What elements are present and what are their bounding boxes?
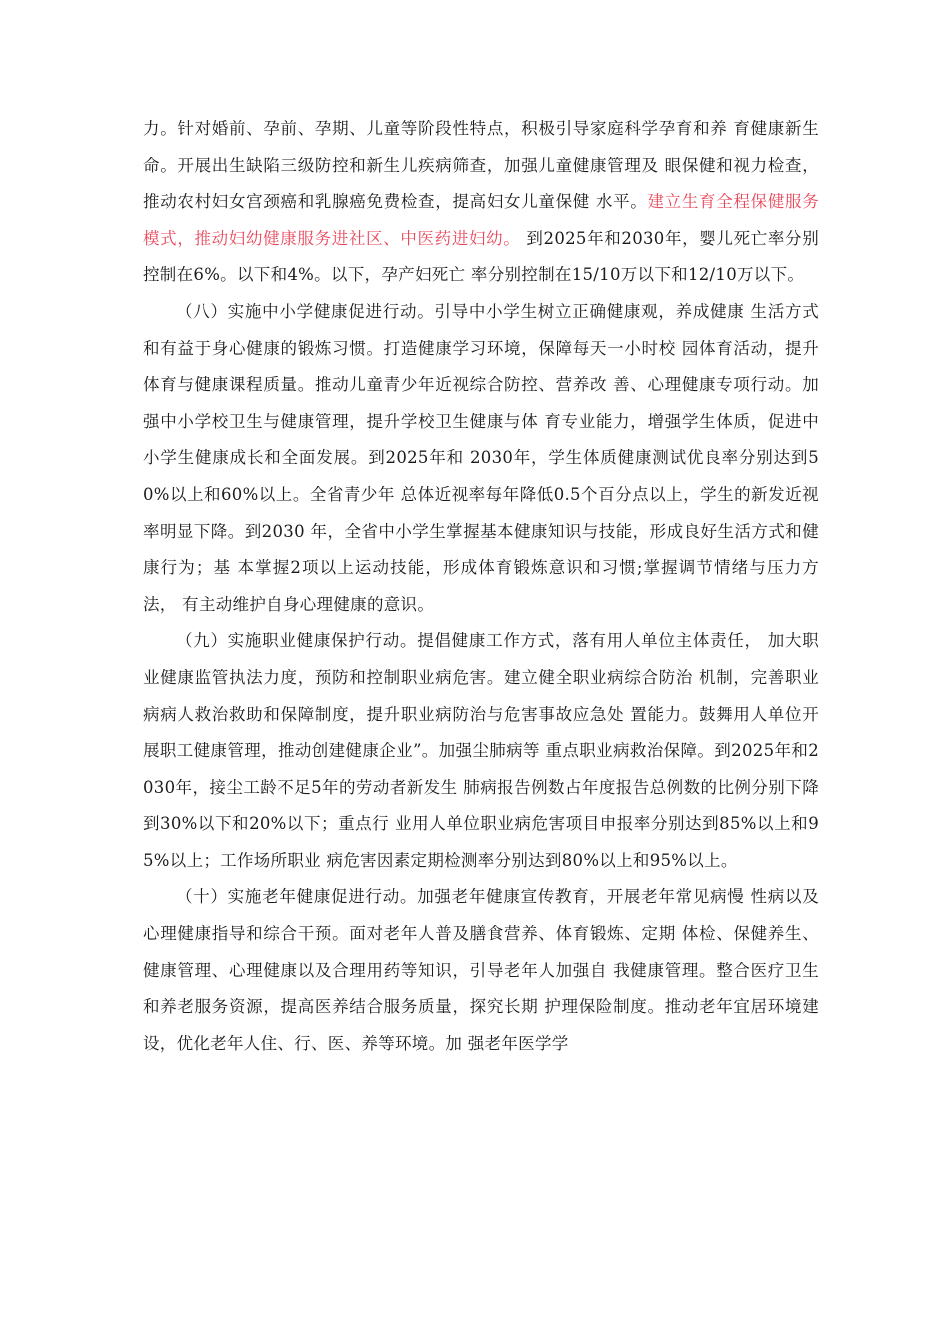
paragraph-text: 到2025年和2030年，婴儿死亡率分别控制在6%。以下和4%。以下，孕产妇死亡 率分别控制在15/10万以下和12/10万以下。	[143, 228, 819, 285]
highlighted-text: 建立生育全程保健服务模式，推动妇幼健康服务进社区、中医药进妇幼。	[143, 192, 820, 248]
paragraph-elderly-health	[143, 879, 819, 1062]
paragraph-text: （十）实施老年健康促进行动。加强老年健康宣传教育，开展老年常见病慢 性病以及心理健康指导和综合干预。面对老年人普及膳食营养、体育锻炼、定期 体检、保健养生、健康管理、心理健康以及合理用药等知识，引导老年人加强自 我健康管理。整合医疗卫生和养老服务资源，提高医养结合服务质量，探究长期 护理保险制度。推动老年宜居环境建设，优化老年人住、行、医、养等环境。加 强老年医学学	[143, 887, 819, 1053]
paragraph-text: （九）实施职业健康保护行动。提倡健康工作方式，落有用人单位主体责任， 加大职业健康监管执法力度，预防和控制职业病危害。建立健全职业病综合防治 机制，完善职业病病人救治救助和保障制度，提升职业病防治与危害事故应急处 置能力。鼓舞用人单位开展职工健康管理，推动创建健康企业”。加强尘肺病等 重点职业病救治保障。到2025年和2030年，接尘工龄不足5年的劳动者新发生 肺病报告例数占年度报告总例数的比例分别下降到30%以下和20%以下；重点行 业用人单位职业病危害项目申报率分别达到85%以上和95%以上；工作场所职业 病危害因素定期检测率分别达到80%以上和95%以上。	[143, 631, 819, 870]
paragraph-occupational-health	[143, 623, 819, 879]
paragraph-text: 力。针对婚前、孕前、孕期、儿童等阶段性特点，积极引导家庭科学孕育和养 育健康新生命。开展出生缺陷三级防控和新生儿疾病筛查，加强儿童健康管理及 眼保健和视力检查，推动农村妇女宫颈癌和乳腺癌免费检查，提高妇女儿童保健 水平。	[143, 119, 819, 212]
paragraph-school-health	[143, 294, 819, 623]
document-body	[143, 111, 819, 1062]
paragraph-maternal-child-health	[143, 111, 819, 294]
paragraph-text: （八）实施中小学健康促进行动。引导中小学生树立正确健康观，养成健康 生活方式和有益于身心健康的锻炼习惯。打造健康学习环境，保障每天一小时校 园体育活动，提升体育与健康课程质量。推动儿童青少年近视综合防控、营养改 善、心理健康专项行动。加强中小学校卫生与健康管理，提升学校卫生健康与体 育专业能力，增强学生体质，促进中小学生健康成长和全面发展。到2025年和 2030年，学生体质健康测试优良率分别达到50%以上和60%以上。全省青少年 总体近视率每年降低0.5个百分点以上，学生的新发近视率明显下降。到2030 年，全省中小学生掌握基本健康知识与技能，形成良好生活方式和健康行为；基 本掌握2项以上运动技能，形成体育锻炼意识和习惯;掌握调节情绪与压力方法， 有主动维护自身心理健康的意识。	[143, 301, 819, 614]
